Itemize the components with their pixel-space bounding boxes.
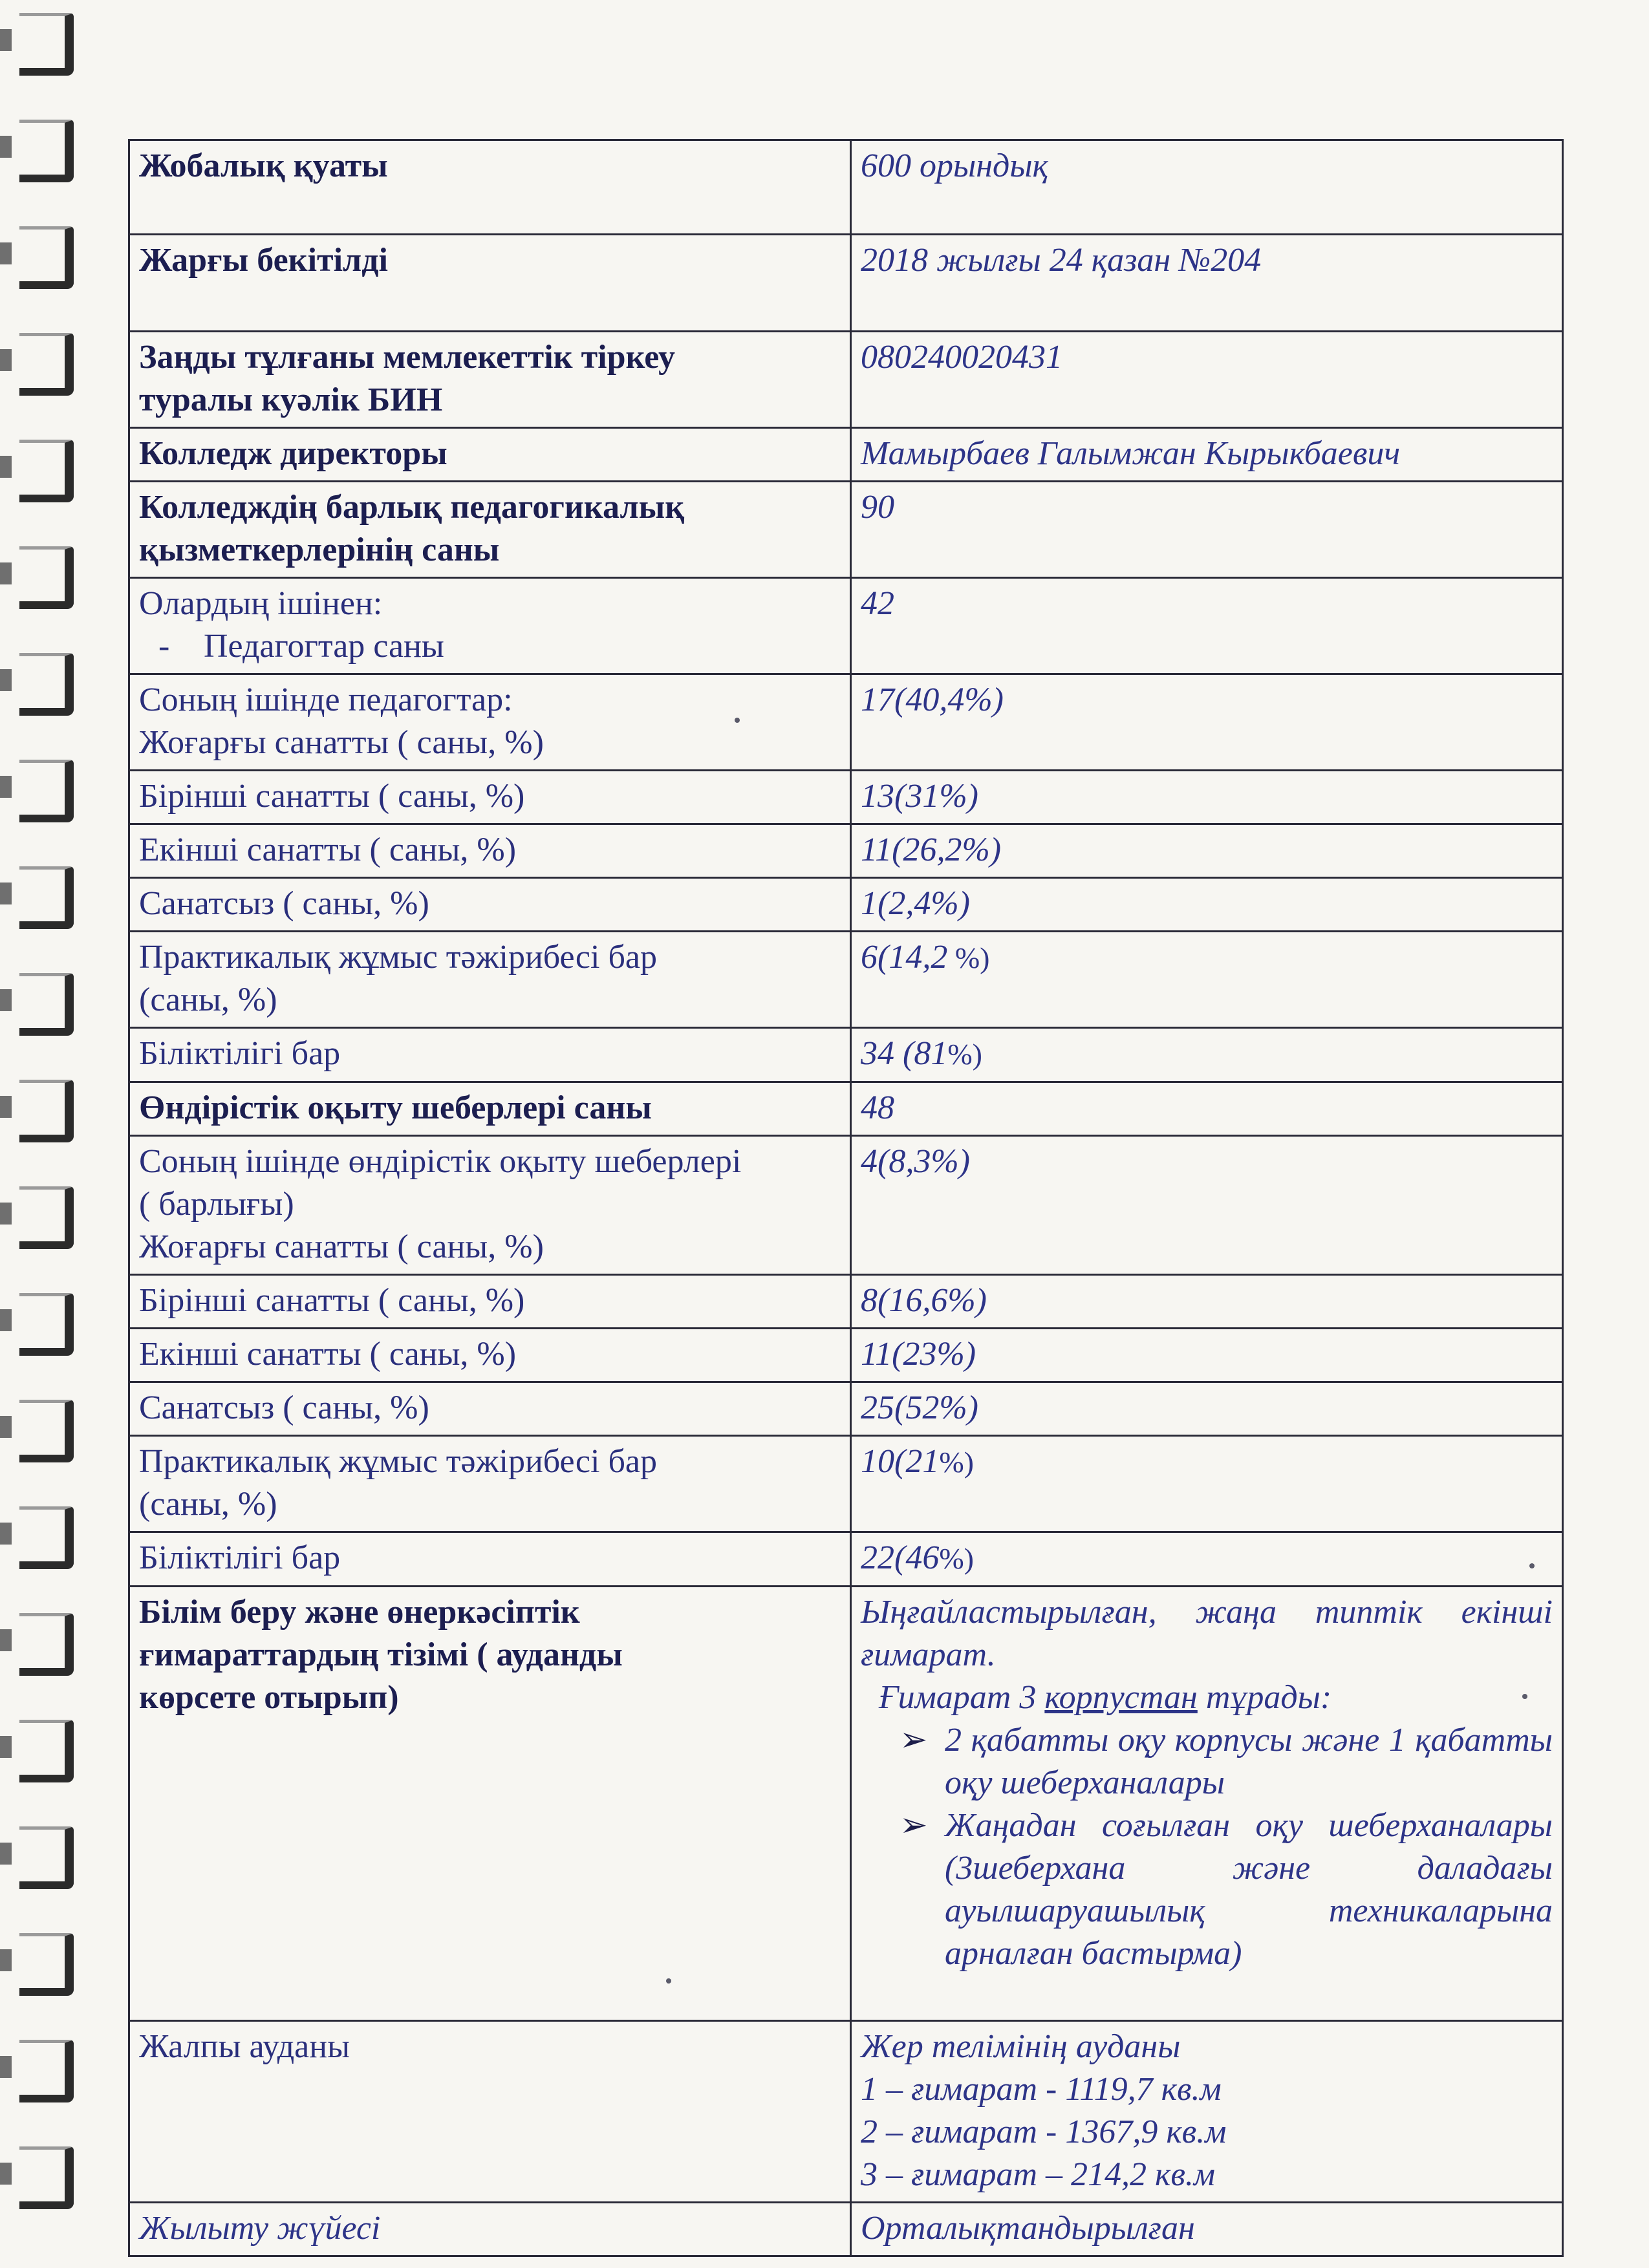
arrow-bullet-icon: ➢ <box>900 1722 928 1759</box>
row-label: Жалпы ауданы <box>129 2021 851 2203</box>
value-line: 3 – ғимарат – 214,2 кв.м <box>861 2156 1216 2193</box>
table-row <box>129 932 1563 1028</box>
label-line: Жоғарғы санатты ( саны, %) <box>139 724 544 761</box>
binding-hole <box>19 1933 74 1996</box>
row-value: 1(2,4%) <box>851 878 1563 932</box>
college-info-table <box>128 139 1564 2257</box>
row-label <box>129 1436 851 1532</box>
row-label <box>129 482 851 578</box>
row-value: 25(52%) <box>851 1382 1563 1436</box>
table-row <box>129 878 1563 932</box>
label-line: Практикалық жұмыс тәжірибесі бар <box>139 1443 657 1480</box>
value-main: 22(46 <box>861 1539 940 1576</box>
binding-hole <box>19 120 74 182</box>
table-row <box>129 1028 1563 1082</box>
label-line: Олардың ішінен: <box>139 585 383 622</box>
row-label: Санатсыз ( саны, %) <box>129 1382 851 1436</box>
list-item <box>900 1804 1553 1975</box>
row-label: Бірінші санатты ( саны, %) <box>129 771 851 824</box>
binding-hole <box>19 2040 74 2102</box>
binding-hole <box>19 1826 74 1889</box>
row-value: 600 орындық <box>851 140 1563 235</box>
row-value: 90 <box>851 482 1563 578</box>
table-row <box>129 332 1563 428</box>
list-item-text: 2 қабатты оқу корпусы және 1 қабатты оқу шеберханалары <box>945 1722 1553 1801</box>
row-value: 42 <box>851 578 1563 674</box>
label-line: Соның ішінде педагогтар: <box>139 681 513 718</box>
row-value: 48 <box>851 1082 1563 1136</box>
row-value <box>851 1436 1563 1532</box>
row-label: Жобалық қуаты <box>129 140 851 235</box>
row-label: Санатсыз ( саны, %) <box>129 878 851 932</box>
row-label: Біліктілігі бар <box>129 1028 851 1082</box>
binding-hole <box>19 1293 74 1356</box>
label-line: Колледждің барлық педагогикалық <box>139 489 685 526</box>
binding-hole <box>19 2146 74 2209</box>
row-label: Екінші санатты ( саны, %) <box>129 824 851 878</box>
binding-hole <box>19 226 74 289</box>
spiral-binding <box>0 0 84 2268</box>
buildings-subheading <box>861 1676 1553 1719</box>
label-line: ( барлығы) <box>139 1186 294 1223</box>
row-label: Екінші санатты ( саны, %) <box>129 1329 851 1382</box>
subheading-text: Ғимарат 3 <box>879 1679 1045 1716</box>
row-label: Біліктілігі бар <box>129 1532 851 1587</box>
label-line: Жоғарғы санатты ( саны, %) <box>139 1228 544 1265</box>
value-main: 34 (81 <box>861 1035 948 1072</box>
table-row <box>129 1532 1563 1587</box>
table-row <box>129 1329 1563 1382</box>
row-value: 8(16,6%) <box>851 1275 1563 1329</box>
label-line: Білім беру және өнеркәсіптік <box>139 1594 580 1631</box>
row-label: Жылыту жүйесі <box>129 2203 851 2256</box>
row-value: 4(8,3%) <box>851 1136 1563 1275</box>
subheading-text: тұрады: <box>1197 1679 1332 1716</box>
value-line: 1 – ғимарат - 1119,7 кв.м <box>861 2071 1222 2108</box>
row-value <box>851 1532 1563 1587</box>
binding-hole <box>19 13 74 76</box>
dash-bullet: - <box>158 628 170 665</box>
row-label <box>129 932 851 1028</box>
row-label: Колледж директоры <box>129 428 851 482</box>
table-row <box>129 824 1563 878</box>
binding-hole <box>19 1720 74 1782</box>
binding-hole <box>19 1080 74 1142</box>
value-tail: %) <box>939 1542 974 1575</box>
table-row <box>129 1082 1563 1136</box>
table-row <box>129 1275 1563 1329</box>
table-row <box>129 1587 1563 2021</box>
label-line: Педагогтар саны <box>204 628 444 665</box>
row-label <box>129 674 851 771</box>
table-row <box>129 140 1563 235</box>
label-line: Соның ішінде өндірістік оқыту шеберлері <box>139 1143 742 1180</box>
row-value: 080240020431 <box>851 332 1563 428</box>
binding-hole <box>19 1506 74 1569</box>
binding-hole <box>19 1186 74 1249</box>
label-line: Заңды тұлғаны мемлекеттік тіркеу <box>139 339 675 376</box>
table-row <box>129 771 1563 824</box>
label-line: туралы куәлік БИН <box>139 381 443 418</box>
value-main: 10(21 <box>861 1443 940 1480</box>
list-item-text: Жаңадан соғылған оқу шеберханалары (3шеберхана және даладағы ауылшаруашылық техникаларына арналған бастырма) <box>945 1807 1553 1972</box>
list-item <box>900 1719 1553 1804</box>
row-value: 13(31%) <box>851 771 1563 824</box>
label-line: Практикалық жұмыс тәжірибесі бар <box>139 939 657 976</box>
table-row <box>129 2203 1563 2256</box>
row-label <box>129 1136 851 1275</box>
value-tail: %) <box>947 1038 982 1071</box>
table-row <box>129 2021 1563 2203</box>
row-label: Бірінші санатты ( саны, %) <box>129 1275 851 1329</box>
subheading-underlined: корпустан <box>1044 1679 1198 1716</box>
table-row <box>129 1136 1563 1275</box>
buildings-list <box>861 1719 1553 1975</box>
label-line: (саны, %) <box>139 981 277 1018</box>
table-row <box>129 674 1563 771</box>
value-line: Жер телімінің ауданы <box>861 2028 1181 2065</box>
value-tail: %) <box>947 941 990 974</box>
table-row <box>129 1382 1563 1436</box>
value-tail: %) <box>939 1446 974 1479</box>
label-line: көрсете отырып) <box>139 1679 399 1716</box>
row-value <box>851 1028 1563 1082</box>
buildings-intro: Ыңғайластырылған, жаңа типтік екінші ғимарат. <box>861 1594 1553 1673</box>
row-value <box>851 932 1563 1028</box>
table-row <box>129 482 1563 578</box>
row-value: Мамырбаев Галымжан Кырыкбаевич <box>851 428 1563 482</box>
label-line: қызметкерлерінің саны <box>139 531 500 568</box>
value-line: 2 – ғимарат - 1367,9 кв.м <box>861 2113 1227 2150</box>
label-line: (саны, %) <box>139 1486 277 1523</box>
binding-hole <box>19 760 74 822</box>
row-value: 11(23%) <box>851 1329 1563 1382</box>
row-value: 11(26,2%) <box>851 824 1563 878</box>
value-main: 6(14,2 <box>861 939 948 976</box>
row-label <box>129 1587 851 2021</box>
binding-hole <box>19 333 74 396</box>
row-value <box>851 2021 1563 2203</box>
binding-hole <box>19 1613 74 1676</box>
row-label: Өндірістік оқыту шеберлері саны <box>129 1082 851 1136</box>
binding-hole <box>19 973 74 1036</box>
table-row <box>129 235 1563 332</box>
binding-hole <box>19 546 74 609</box>
row-label <box>129 332 851 428</box>
row-value <box>851 1587 1563 2021</box>
label-line: ғимараттардың тізімі ( ауданды <box>139 1636 623 1673</box>
binding-hole <box>19 866 74 929</box>
binding-hole <box>19 1400 74 1462</box>
table-row <box>129 578 1563 674</box>
row-value: Орталықтандырылған <box>851 2203 1563 2256</box>
row-value: 17(40,4%) <box>851 674 1563 771</box>
row-label <box>129 578 851 674</box>
table-row <box>129 1436 1563 1532</box>
binding-hole <box>19 440 74 502</box>
binding-hole <box>19 653 74 716</box>
arrow-bullet-icon: ➢ <box>900 1807 928 1844</box>
table-row <box>129 428 1563 482</box>
row-label: Жарғы бекітілді <box>129 235 851 332</box>
row-value: 2018 жылғы 24 қазан №204 <box>851 235 1563 332</box>
